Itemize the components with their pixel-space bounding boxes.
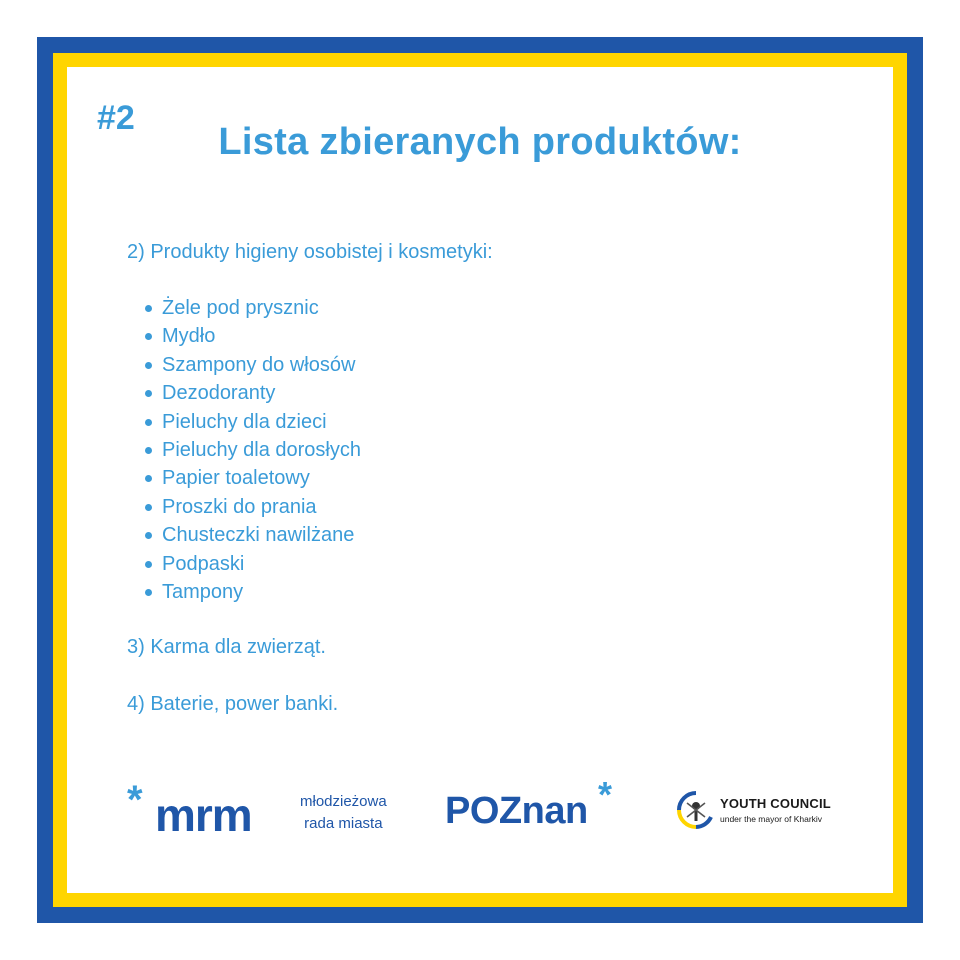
list-item-label: Pieluchy dla dzieci — [162, 410, 327, 433]
bullet-icon — [145, 504, 152, 511]
list-item-label: Mydło — [162, 325, 216, 348]
list-item-label: Podpaski — [162, 552, 245, 575]
mrm-subtitle-line2: rada miasta — [304, 815, 383, 832]
list-item — [162, 322, 361, 350]
section-batteries-heading: 4) Baterie, power banki. — [127, 693, 339, 715]
bullet-icon — [145, 333, 152, 340]
poznan-wordmark: POZnan — [445, 790, 588, 832]
youth-council-logo — [675, 787, 855, 837]
section-hygiene-heading: 2) Produkty higieny osobistej i kosmetyki: — [127, 241, 493, 263]
youth-council-title: YOUTH COUNCIL — [720, 796, 831, 811]
bullet-icon — [145, 362, 152, 369]
bullet-icon — [145, 475, 152, 482]
slide-number: #2 — [97, 99, 135, 137]
list-item — [162, 294, 361, 322]
bullet-icon — [145, 589, 152, 596]
list-item — [162, 550, 361, 578]
list-item — [162, 408, 361, 436]
bullet-icon — [145, 447, 152, 454]
bullet-icon — [145, 561, 152, 568]
mrm-subtitle — [300, 791, 387, 835]
list-item-label: Proszki do prania — [162, 495, 317, 518]
youth-council-subtitle: under the mayor of Kharkiv — [720, 814, 823, 824]
hygiene-list — [162, 294, 361, 606]
list-item — [162, 521, 361, 549]
list-item-label: Chusteczki nawilżane — [162, 524, 355, 547]
list-item-label: Papier toaletowy — [162, 467, 310, 490]
youth-council-emblem-icon — [675, 789, 717, 831]
list-item — [162, 436, 361, 464]
list-item — [162, 493, 361, 521]
list-item-label: Tampony — [162, 580, 244, 603]
bullet-icon — [145, 532, 152, 539]
list-item-label: Dezodoranty — [162, 382, 276, 405]
mrm-subtitle-line1: młodzieżowa — [300, 793, 387, 810]
bullet-icon — [145, 305, 152, 312]
list-item-label: Szampony do włosów — [162, 353, 356, 376]
bullet-icon — [145, 419, 152, 426]
list-item-label: Pieluchy dla dorosłych — [162, 438, 361, 461]
mrm-wordmark: mrm — [155, 789, 252, 841]
asterisk-icon: * — [127, 778, 143, 822]
content-panel — [67, 67, 893, 893]
asterisk-icon: * — [598, 774, 613, 815]
list-item — [162, 379, 361, 407]
list-item — [162, 578, 361, 606]
page-title: Lista zbieranych produktów: — [218, 121, 742, 163]
list-item-label: Żele pod prysznic — [162, 297, 319, 319]
list-item — [162, 464, 361, 492]
section-pet-food-heading: 3) Karma dla zwierząt. — [127, 636, 326, 658]
poznan-logo — [445, 774, 625, 839]
bullet-icon — [145, 390, 152, 397]
mrm-logo — [127, 778, 287, 841]
list-item — [162, 351, 361, 379]
